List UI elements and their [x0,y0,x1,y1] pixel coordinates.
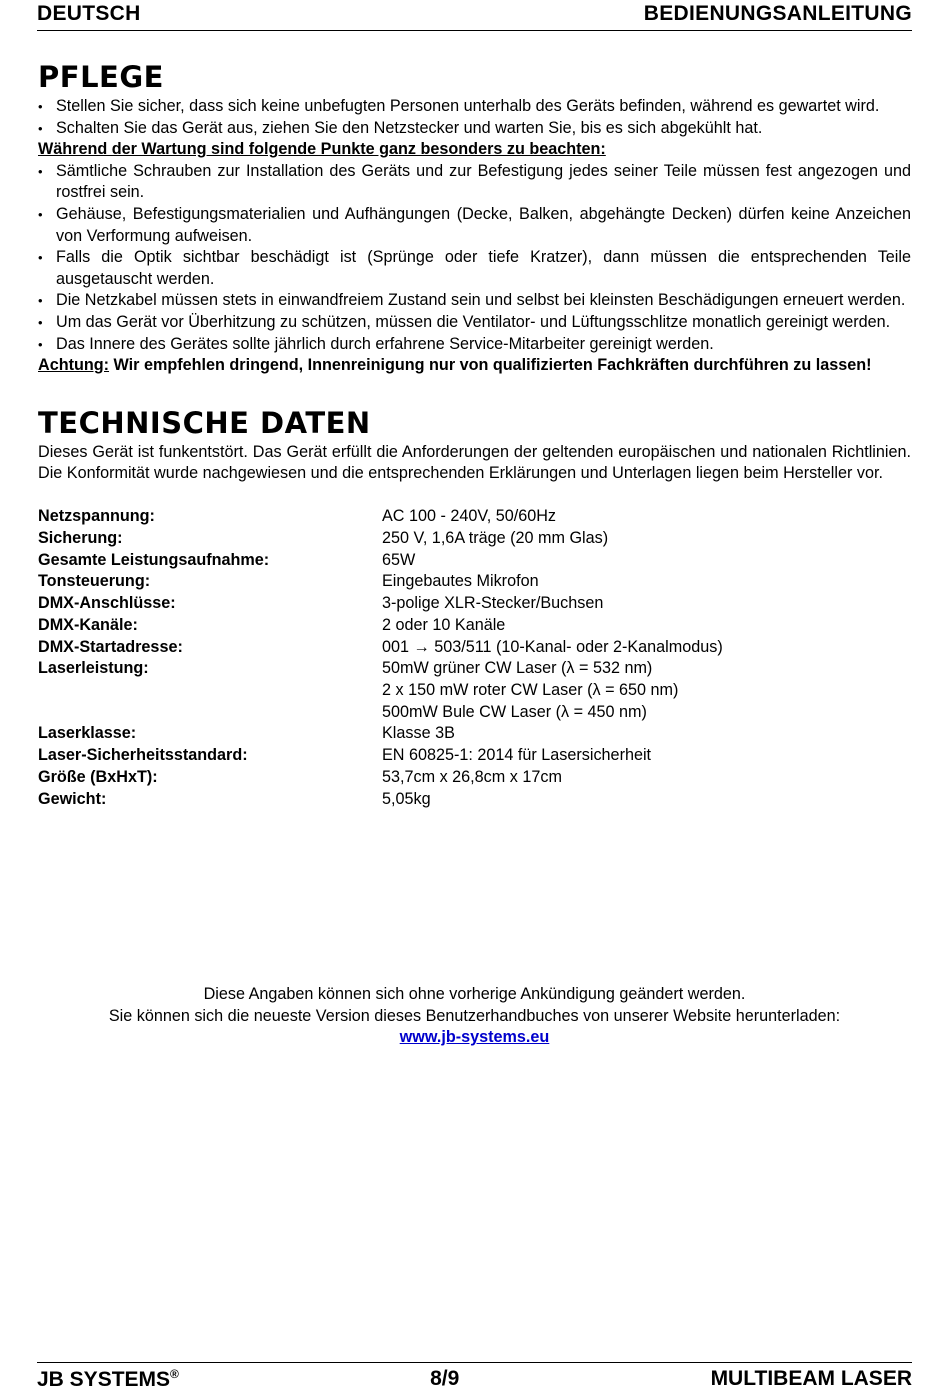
spec-value-line: 500mW Bule CW Laser (λ = 450 nm) [382,702,647,721]
warning-text: Wir empfehlen dringend, Innenreinigung nur von qualifizierten Fachkräften durchführen zu lassen! [109,356,872,375]
footer-brand [37,1367,179,1392]
spec-value [382,528,911,550]
pflege-list-1 [38,96,911,139]
main-content [38,58,911,810]
page-footer [37,1362,912,1395]
spec-row [38,745,911,767]
spec-value-line: EN 60825-1: 2014 für Lasersicherheit [382,746,652,765]
list-item: • Stellen Sie sicher, dass sich keine unbefugten Personen unterhalb des Geräts befinden, während es gewartet wird. [38,96,911,118]
header-language: DEUTSCH [37,2,141,25]
pflege-list-2 [38,161,911,355]
spec-row [38,571,911,593]
spec-label: Größe (BxHxT): [38,767,158,786]
spec-value-line: 2 oder 10 Kanäle [382,615,506,634]
spec-row [38,593,911,615]
spec-row [38,615,911,637]
spec-value [382,571,911,593]
spec-value-line: 001 → 503/511 (10-Kanal- oder 2-Kanalmodus) [382,637,723,656]
spec-value-line: 5,05kg [382,789,431,808]
spec-value [382,658,911,723]
list-item: • Um das Gerät vor Überhitzung zu schützen, müssen die Ventilator- und Lüftungsschlitze monatlich gereinigt werden. [38,312,911,334]
spec-value [382,723,911,745]
footer-note [38,984,911,1049]
spec-value [382,506,911,528]
spec-value [382,789,911,811]
list-item: • Sämtliche Schrauben zur Installation des Geräts und zur Befestigung jedes seiner Teile müssen fest angezogen und rostfrei sein. [38,161,911,204]
spec-value [382,615,911,637]
note-line-2: Sie können sich die neueste Version dieses Benutzerhandbuches von unserer Website herunterladen: [108,1006,841,1025]
spec-label: DMX-Startadresse: [38,637,183,656]
maintenance-subtitle: Während der Wartung sind folgende Punkte ganz besonders zu beachten: [38,140,606,159]
spec-label: Netzspannung: [38,506,155,525]
spec-value [382,593,911,615]
spec-value-line: AC 100 - 240V, 50/60Hz [382,506,556,525]
spec-value-line: 65W [382,550,416,569]
spec-label: Laserleistung: [38,659,149,678]
spec-value-line: 250 V, 1,6A träge (20 mm Glas) [382,528,609,547]
list-item: • Gehäuse, Befestigungsmaterialien und Aufhängungen (Decke, Balken, abgehängte Decken) dürfen keine Anzeichen von Verformung aufweisen. [38,204,911,247]
spec-value-line: 2 x 150 mW roter CW Laser (λ = 650 nm) [382,681,679,700]
spec-label: Gesamte Leistungsaufnahme: [38,550,270,569]
spec-value-line: Klasse 3B [382,724,455,743]
brand-name: JB SYSTEMS [37,1367,171,1391]
spec-value-line: 3-polige XLR-Stecker/Buchsen [382,594,604,613]
pflege-heading: PFLEGE [38,60,164,94]
spec-label: DMX-Kanäle: [38,615,138,634]
product-name: MULTIBEAM LASER [710,1367,912,1390]
header-doc-type: BEDIENUNGSANLEITUNG [643,2,912,25]
spec-value [382,637,911,659]
page-header [37,2,912,31]
spec-table [38,506,911,811]
list-item: • Die Netzkabel müssen stets in einwandfreiem Zustand sein und selbst bei kleinsten Beschädigungen erneuert werden. [38,290,911,312]
tech-heading: TECHNISCHE DATEN [38,405,371,440]
warning-label: Achtung: [38,356,110,375]
list-item: • Schalten Sie das Gerät aus, ziehen Sie den Netzstecker und warten Sie, bis es sich abgekühlt hat. [38,118,911,140]
spec-value [382,745,911,767]
spec-value-line: Eingebautes Mikrofon [382,572,539,591]
warning-note [38,355,911,377]
website-link[interactable]: www.jb-systems.eu [399,1028,550,1047]
spec-label: Laserklasse: [38,724,137,743]
spec-label: Gewicht: [38,789,107,808]
spec-row [38,658,911,723]
spec-row [38,528,911,550]
spec-row [38,723,911,745]
spec-value [382,550,911,572]
registered-mark: ® [170,1366,179,1381]
spec-value-line: 50mW grüner CW Laser (λ = 532 nm) [382,659,653,678]
spec-row [38,550,911,572]
tech-intro: Dieses Gerät ist funkentstört. Das Gerät erfüllt die Anforderungen der geltenden europäischen und nationalen Richtlinien. Die Konformität wurde nachgewiesen und die entsprechenden Erklärungen und Unterlagen liegen beim Hersteller vor. [38,442,911,483]
page-number: 8/9 [430,1367,460,1390]
spec-row [38,789,911,811]
list-item: • Das Innere des Gerätes sollte jährlich durch erfahrene Service-Mitarbeiter gereinigt werden. [38,334,911,356]
spec-row [38,506,911,528]
spec-row [38,767,911,789]
spec-label: Laser-Sicherheitsstandard: [38,746,248,765]
spec-value-line: 53,7cm x 26,8cm x 17cm [382,767,562,786]
spec-label: Sicherung: [38,528,123,547]
spec-label: Tonsteuerung: [38,572,151,591]
list-item: • Falls die Optik sichtbar beschädigt ist (Sprünge oder tiefe Kratzer), dann müssen die entsprechenden Teile ausgetauscht werden. [38,247,911,290]
spec-row [38,637,911,659]
spec-value [382,767,911,789]
note-line-1: Diese Angaben können sich ohne vorherige Ankündigung geändert werden. [203,985,746,1003]
spec-label: DMX-Anschlüsse: [38,594,176,613]
